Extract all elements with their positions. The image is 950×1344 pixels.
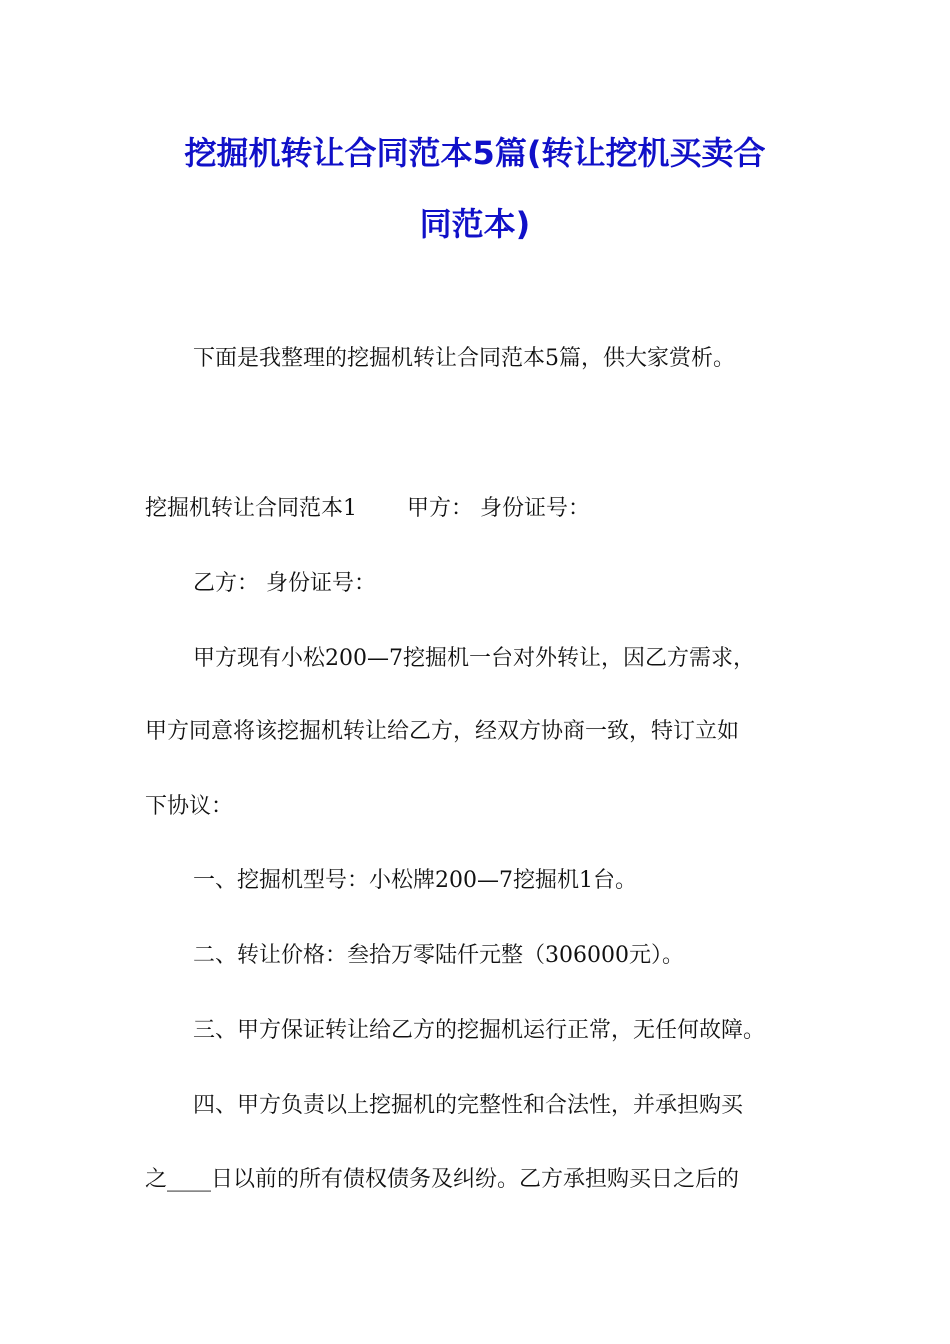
contract-heading-line	[145, 497, 810, 521]
document-title-line-2: 同范本)	[419, 205, 531, 243]
clause-2: 二、转让价格：叁拾万零陆仟元整（306000元）。	[193, 943, 684, 968]
clause-1: 一、挖掘机型号：小松牌200—7挖掘机1台。	[193, 868, 637, 893]
party-b-field: 乙方： 身份证号：	[193, 571, 376, 596]
clause-4-line-2: 之____日以前的所有债权债务及纠纷。乙方承担购买日之后的	[145, 1167, 740, 1192]
paragraph-1-line-3: 下协议：	[145, 794, 234, 819]
clause-4-line-1: 四、甲方负责以上挖掘机的完整性和合法性，并承担购买	[193, 1093, 744, 1118]
clause-3: 三、甲方保证转让给乙方的挖掘机运行正常，无任何故障。	[193, 1018, 766, 1043]
party-a-field: 甲方： 身份证号：	[407, 496, 590, 521]
paragraph-1-line-1: 甲方现有小松200—7挖掘机一台对外转让，因乙方需求，	[193, 646, 755, 671]
paragraph-1-line-2: 甲方同意将该挖掘机转让给乙方，经双方协商一致，特订立如	[145, 719, 740, 744]
contract-heading: 挖掘机转让合同范本1	[145, 496, 357, 521]
document-title-line-1: 挖掘机转让合同范本5篇(转让挖机买卖合	[184, 134, 766, 172]
intro-paragraph: 下面是我整理的挖掘机转让合同范本5篇，供大家赏析。	[193, 346, 735, 371]
